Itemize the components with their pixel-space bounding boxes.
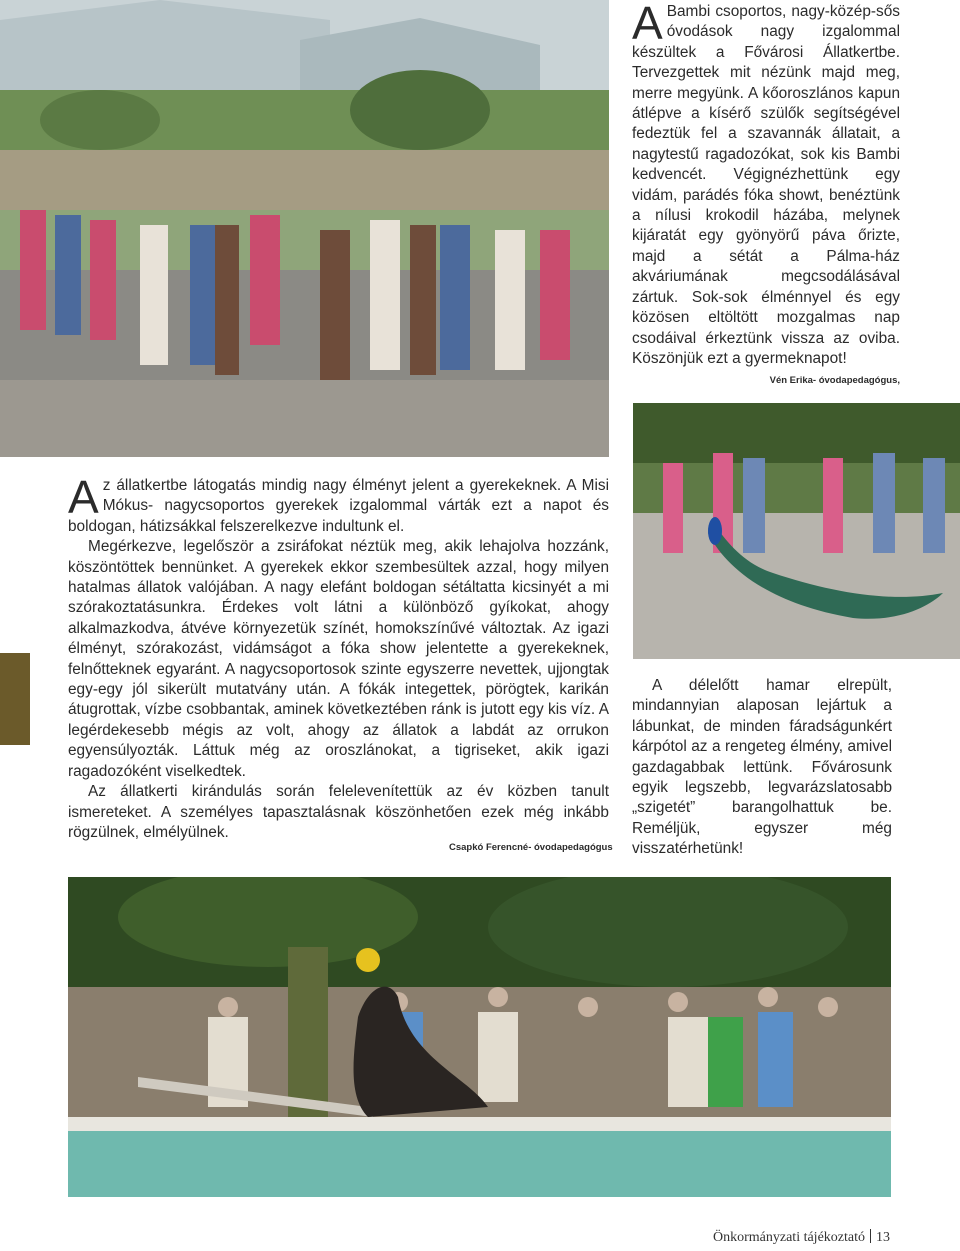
article-bambi-text	[632, 2, 900, 369]
dropcap: A	[68, 471, 99, 523]
paragraph: Megérkezve, legelőször a zsiráfokat néztük meg, akik lehajolva hozzánk, köszöntöttek bennünket. A gyerekek ekkor szembesültek azzal, hogy milyen hatalmas állatok valójában. A nagy elefánt boldogan sétáltatta kicsinyét a mi szórakoztatásunkra. Érdekes volt látni a különböző gyíkokat, ahogy alkalmazkodva, átvéve környezetük színét, homokszínűvé változtak. Az igazi élményt, szórakozást, vidámságot a fóka show jelentette a gyerekeknek, felnőtteknek egyaránt. A nagycsoportosok szinte egyszerre nevettek, ujjongtak egy-egy jól sikerült mutatvány után. A fókák integettek, pörögtek, karikán átugrottak, vízbe csobbantak, aminek következtében ránk is jutott egy kis víz. A legérdekesebb mégis az volt, ahogy az állatok a labdát az orrukon egyensúlyozták. Láttuk még az oroszlánokat, a tigriseket, akik igazi ragadozóként viselkedtek.	[68, 538, 609, 780]
photo-sea-lion-show	[68, 877, 891, 1197]
publication-name: Önkormányzati tájékoztató	[713, 1230, 865, 1245]
article-bambi-body: Bambi csoportos, nagy-közép-sős óvodások nagy izgalommal készültek a Fővárosi Állatkertbe. Tervezgettek mit nézünk majd meg, merre megyünk. A kőoroszlános kapun átlépve a kísérő szülők segítségével fedeztük fel a szavannák állatait, a nagytestű ragadozókat, sok kis Bambi kedvencét. Végignézhettünk egy vidám, parádés fóka showt, benéztünk a nílusi krokodil házába, melynek kijáratát egy gyönyörű páva őrizte, majd a sétát a Pálma-ház akváriumának megcsodálásával zártuk. Sok-sok élménnyel és egy közösen eltöltött mozgalmas nap csodáival érkeztünk vissza az oviba. Köszönjük ezt a gyermeknapot!	[632, 3, 900, 367]
page-footer	[713, 1229, 890, 1246]
page-number: 13	[876, 1230, 890, 1245]
paragraph: A délelőtt hamar elrepült, mindannyian alaposan lejártuk a lábunkat, de minden fáradságunkért kárpótol az a rengeteg élmény, amivel gazdagabbak lettünk. Fővárosunk egyik legszebb, legvarázslatosabb „szigetét” barangolhattuk be. Reméljük, egyszer még visszatérhetünk!	[632, 677, 892, 858]
signature-ven-erika: Vén Erika- óvodapedagógus,	[769, 375, 900, 386]
article-closing-text	[632, 676, 892, 860]
signature-csapko-ferencne: Csapkó Ferencné- óvodapedagógus	[449, 842, 613, 853]
accent-bar	[0, 653, 30, 745]
paragraph: z állatkertbe látogatás mindig nagy élményt jelent a gyerekeknek. A Misi Mókus- nagycsoportos gyerekek izgalommal várták ezt a napot és boldogan, hátizsákkal felszerelkezve indultunk el.	[68, 477, 609, 535]
footer-separator	[870, 1229, 871, 1243]
photo-children-group	[0, 0, 609, 457]
article-misi-mokus-text	[68, 471, 609, 843]
dropcap: A	[632, 0, 663, 49]
photo-peacock	[633, 403, 960, 659]
paragraph: Az állatkerti kirándulás során felelevenítettük az év közben tanult ismereteket. A személyes tapasztalásnak köszönhetően ezek még inkább rögzülnek, elmélyülnek.	[68, 783, 609, 841]
